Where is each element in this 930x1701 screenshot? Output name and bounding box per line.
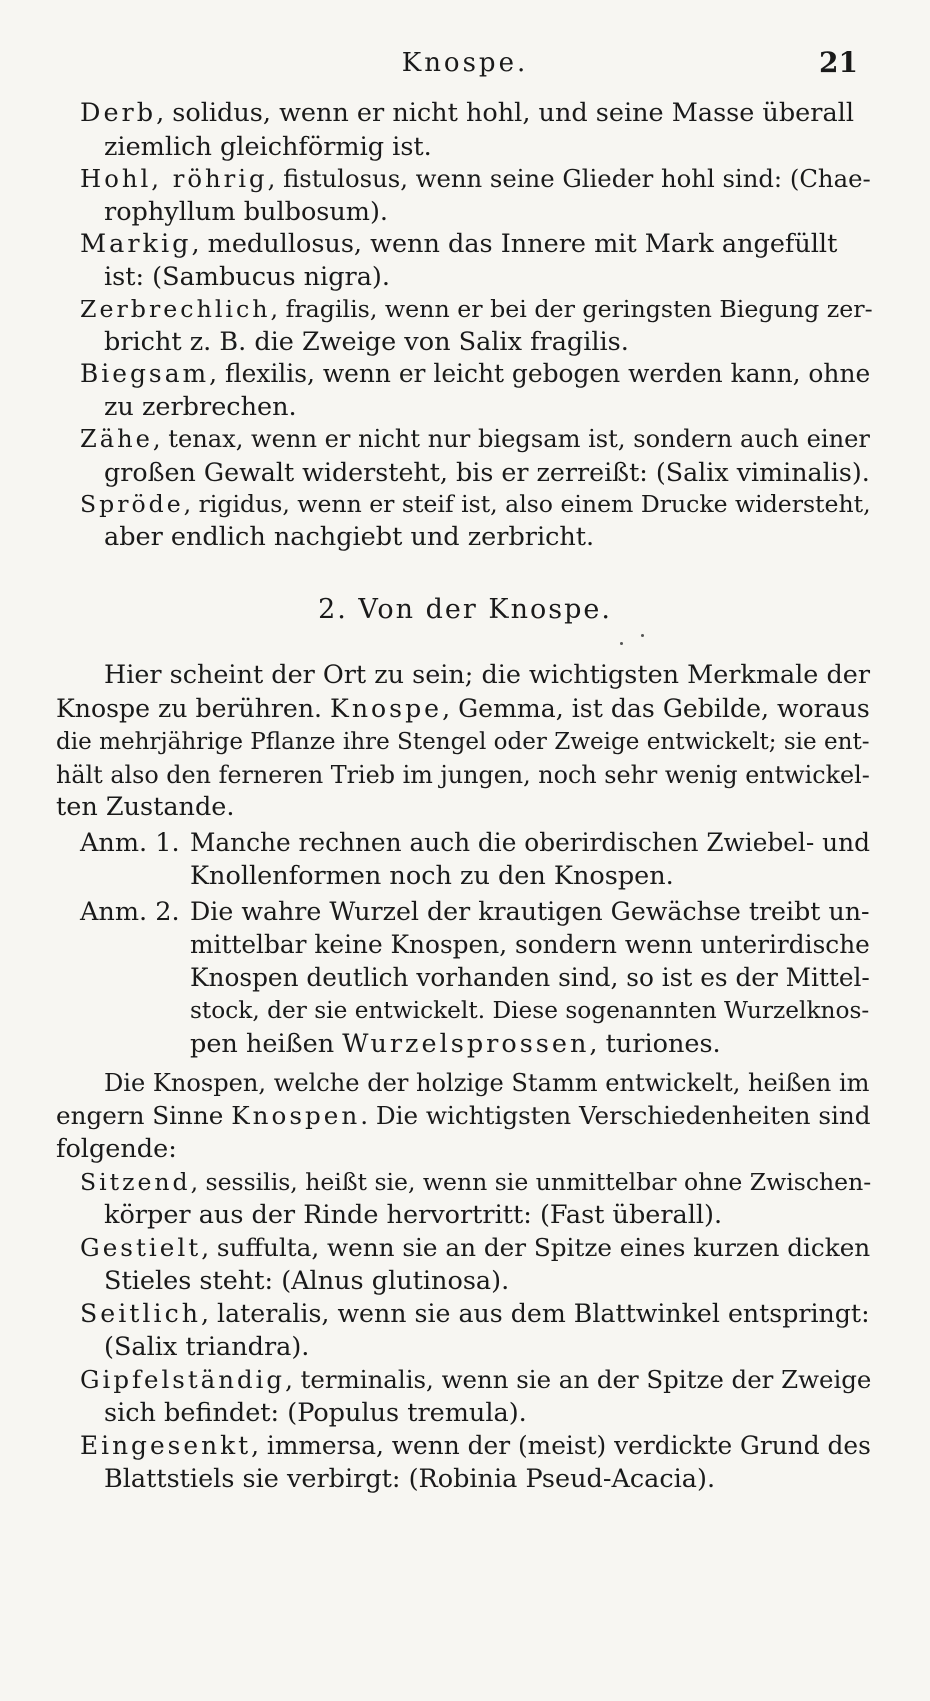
entry-term: Derb (80, 98, 157, 128)
bud-entry-eingesenkt-line1 (80, 1429, 871, 1463)
bud-entry-gestielt-line1 (80, 1231, 870, 1265)
entry-term: Seitlich (80, 1299, 201, 1328)
intro-line-5: ten Zustande. (56, 792, 235, 822)
entry-text: , sessilis, heißt sie, wenn sie unmittelbar ohne Zwischen- (190, 1168, 872, 1196)
intro-line-2 (56, 692, 870, 726)
print-speck (641, 634, 644, 637)
stem-entry-sproede-line1 (80, 487, 871, 521)
entry-text: , rigidus, wenn er steif ist, also einem Drucke widersteht, (183, 490, 871, 518)
stem-entry-hohl-line1 (80, 162, 871, 196)
running-title: Knospe. (401, 48, 529, 78)
intro-text: Knospe zu berühren. (56, 694, 331, 723)
stem-entry-sproede-line2: aber endlich nachgiebt und zerbricht. (104, 522, 595, 552)
stem-entry-zaehe-line2: großen Gewalt widersteht, bis er zerreißt: (Salix viminalis). (104, 457, 870, 487)
bud-line-2 (56, 1099, 871, 1133)
bud-entry-gipfelstaendig-line1 (80, 1363, 871, 1397)
stem-entry-zerbrechlich-line2: bricht z. B. die Zweige von Salix fragilis. (104, 327, 629, 357)
entry-text: , terminalis, wenn sie an der Spitze der Zweige (285, 1365, 872, 1394)
bud-entry-eingesenkt-line2: Blattstiels sie verbirgt: (Robinia Pseud-Acacia). (104, 1464, 716, 1494)
intro-line-4: hält also den ferneren Trieb im jungen, noch sehr wenig entwickel- (56, 761, 870, 789)
bud-line-1: Die Knospen, welche der holzige Stamm entwickelt, heißen im (104, 1069, 870, 1097)
entry-text: , tenax, wenn er nicht nur biegsam ist, sondern auch einer (152, 425, 870, 453)
note-2-line-3: Knospen deutlich vorhanden sind, so ist es der Mittel- (190, 963, 870, 992)
entry-term: Zähe (80, 425, 153, 453)
note-2-line-1: Die wahre Wurzel der krautigen Gewächse treibt un- (190, 897, 870, 926)
entry-term: Hohl, röhrig (80, 164, 268, 193)
note-text: pen heißen (190, 1029, 343, 1059)
page-header (0, 42, 930, 82)
note-2-label: Anm. 2. (80, 897, 180, 927)
note-1-label: Anm. 1. (80, 828, 180, 858)
stem-entry-hohl-line2: rophyllum bulbosum). (104, 197, 389, 227)
note-1-line-1: Manche rechnen auch die oberirdischen Zwiebel- und (190, 828, 870, 857)
entry-term: Eingesenkt (80, 1431, 252, 1460)
intro-line-1: Hier scheint der Ort zu sein; die wichtigsten Merkmale der (104, 660, 870, 690)
bud-entry-sitzend-line2: körper aus der Rinde hervortritt: (Fast überall). (104, 1200, 723, 1230)
stem-entry-markig-line2: ist: (Sambucus nigra). (104, 262, 390, 292)
stem-entry-zerbrechlich-line1 (80, 292, 873, 326)
bud-entry-gipfelstaendig-line2: sich befindet: (Populus tremula). (104, 1398, 527, 1428)
bud-entry-sitzend-line1 (80, 1165, 871, 1199)
entry-text: , fistulosus, wenn seine Glieder hohl sind: (Chae- (267, 164, 871, 193)
note-term: Wurzelsprossen (342, 1029, 590, 1059)
entry-text: , fragilis, wenn er bei der geringsten Biegung zer- (270, 295, 873, 323)
entry-text: , flexilis, wenn er leicht gebogen werden kann, ohne (209, 359, 871, 388)
entry-text: , suffulta, wenn sie an der Spitze eines kurzen dicken (201, 1233, 871, 1262)
bud-entry-gestielt-line2: Stieles steht: (Alnus glutinosa). (104, 1266, 510, 1296)
entry-term: Sitzend (80, 1168, 191, 1196)
intro-text: , Gemma, ist das Gebilde, woraus (442, 694, 870, 723)
note-2-line-5 (190, 1027, 721, 1061)
page-number: 21 (819, 46, 858, 79)
bud-entry-seitlich-line2: (Salix triandra). (104, 1332, 310, 1362)
note-2-line-4: stock, der sie entwickelt. Diese sogenannten Wurzelknos- (190, 997, 870, 1024)
entry-term: Zerbrechlich (80, 295, 271, 323)
entry-text: , lateralis, wenn sie aus dem Blattwinkel entspringt: (200, 1299, 870, 1328)
entry-text: , immersa, wenn der (meist) verdickte Grund des (251, 1431, 871, 1460)
print-speck (620, 642, 623, 645)
bud-text: . Die wichtigsten Verschiedenheiten sind (360, 1101, 871, 1130)
note-1-line-2: Knollenformen noch zu den Knospen. (190, 861, 674, 891)
intro-line-3: die mehrjährige Pflanze ihre Stengel oder Zweige entwickelt; sie ent- (56, 729, 870, 755)
entry-term: Spröde (80, 490, 184, 518)
bud-line-3: folgende: (56, 1134, 177, 1164)
stem-entry-biegsam-line2: zu zerbrechen. (104, 392, 297, 422)
entry-text: , medullosus, wenn das Innere mit Mark angefüllt (191, 229, 838, 259)
note-text: , turiones. (589, 1029, 721, 1059)
entry-term: Gestielt (80, 1233, 202, 1262)
entry-term: Markig (80, 229, 192, 259)
stem-entry-biegsam-line1 (80, 357, 870, 391)
entry-term: Gipfelständig (80, 1365, 286, 1394)
bud-text: engern Sinne (56, 1101, 232, 1130)
intro-term: Knospe (330, 694, 443, 723)
section-heading: 2. Von der Knospe. (318, 594, 612, 625)
bud-term: Knospen (231, 1101, 361, 1130)
stem-entry-derb-line2: ziemlich gleichförmig ist. (104, 132, 432, 162)
note-2-line-2: mittelbar keine Knospen, sondern wenn unterirdische (190, 930, 870, 959)
entry-text: , solidus, wenn er nicht hohl, und seine Masse überall (156, 98, 854, 128)
bud-entry-seitlich-line1 (80, 1297, 870, 1331)
stem-entry-markig-line1 (80, 227, 837, 261)
stem-entry-derb-line1 (80, 96, 854, 130)
stem-entry-zaehe-line1 (80, 422, 870, 456)
entry-term: Biegsam (80, 359, 210, 388)
